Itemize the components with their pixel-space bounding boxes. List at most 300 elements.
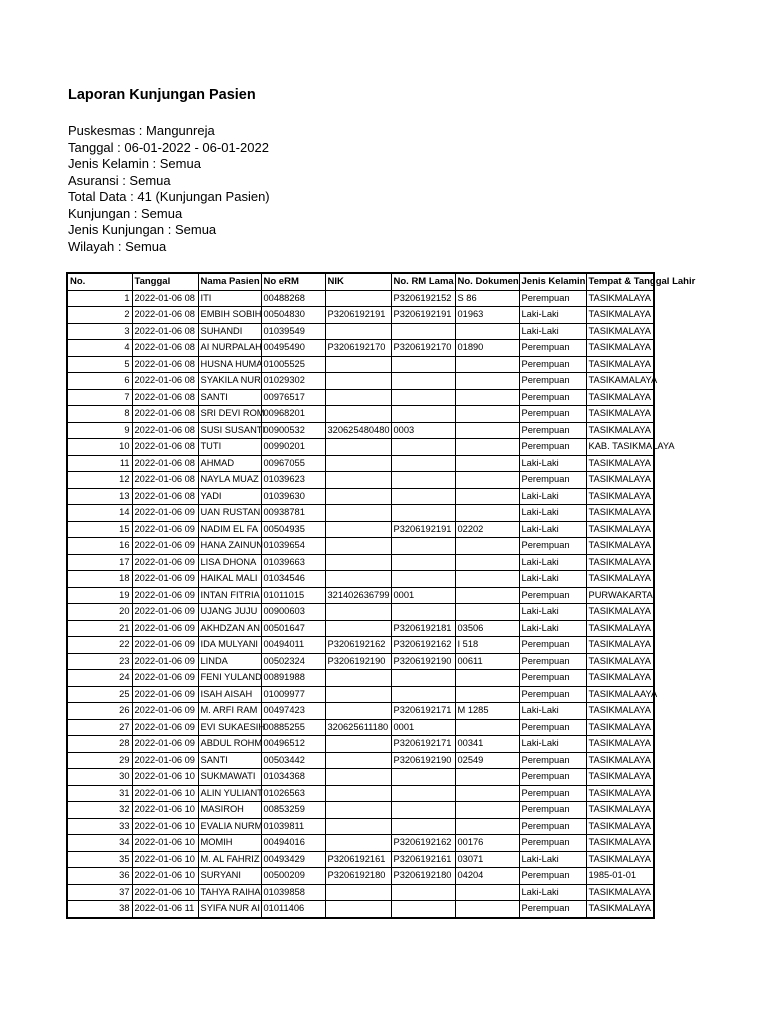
col-nik-cell: [325, 620, 391, 637]
col-no-cell: 16: [67, 538, 132, 555]
col-tanggal-cell: 2022-01-06 09: [132, 703, 198, 720]
col-no-dokumen-cell: 01963: [455, 307, 519, 324]
meta-jenis-kunjungan: Jenis Kunjungan : Semua: [68, 222, 217, 237]
col-jenis-kelamin-cell: Perempuan: [519, 719, 586, 736]
col-jenis-kelamin-cell: Perempuan: [519, 587, 586, 604]
col-no-dokumen-cell: [455, 719, 519, 736]
col-tempat-tanggal-lahir-cell: TASIKMALAYA: [586, 901, 654, 918]
col-no-dokumen-cell: M 1285: [455, 703, 519, 720]
col-no-erm-cell: 00501647: [261, 620, 325, 637]
col-tanggal-cell: 2022-01-06 08: [132, 307, 198, 324]
col-jenis-kelamin-header: Jenis Kelamin: [519, 273, 586, 290]
col-tempat-tanggal-lahir-cell: TASIKMALAYA: [586, 488, 654, 505]
col-no-cell: 32: [67, 802, 132, 819]
col-tempat-tanggal-lahir-cell: TASIKMALAYA: [586, 818, 654, 835]
col-nama-pasien-cell: ITI: [198, 290, 261, 307]
col-nama-pasien-cell: INTAN FITRIA: [198, 587, 261, 604]
col-jenis-kelamin-cell: Perempuan: [519, 752, 586, 769]
col-nama-pasien-cell: MOMIH: [198, 835, 261, 852]
table-row: [67, 439, 654, 456]
col-no-rm-lama-cell: 0003: [391, 422, 455, 439]
col-nik-cell: [325, 901, 391, 918]
col-jenis-kelamin-cell: Laki-Laki: [519, 703, 586, 720]
col-no-cell: 34: [67, 835, 132, 852]
col-no-cell: 15: [67, 521, 132, 538]
meta-wilayah: Wilayah : Semua: [68, 238, 167, 254]
col-jenis-kelamin-cell: Laki-Laki: [519, 620, 586, 637]
col-no-cell: 4: [67, 340, 132, 357]
table-row: [67, 835, 654, 852]
col-no-erm-cell: 01026563: [261, 785, 325, 802]
table-row: [67, 653, 654, 670]
table-row: [67, 422, 654, 439]
col-nama-pasien-cell: ISAH AISAH: [198, 686, 261, 703]
col-no-erm-cell: 01011015: [261, 587, 325, 604]
col-no-cell: 18: [67, 571, 132, 588]
col-no-rm-lama-cell: P3206192171: [391, 736, 455, 753]
col-no-dokumen-cell: [455, 422, 519, 439]
col-no-dokumen-cell: [455, 505, 519, 522]
col-tempat-tanggal-lahir-cell: TASIKMALAYA: [586, 851, 654, 868]
col-nama-pasien-cell: SRI DEVI ROM: [198, 406, 261, 423]
col-tempat-tanggal-lahir-cell: TASIKMALAYA: [586, 356, 654, 373]
col-tanggal-cell: 2022-01-06 08: [132, 340, 198, 357]
col-no-dokumen-cell: 00176: [455, 835, 519, 852]
col-no-dokumen-cell: [455, 389, 519, 406]
col-nik-cell: P3206192180: [325, 868, 391, 885]
col-tanggal-cell: 2022-01-06 11: [132, 901, 198, 918]
col-no-cell: 33: [67, 818, 132, 835]
col-nik-cell: 320625480480: [325, 422, 391, 439]
col-no-erm-cell: 01039858: [261, 884, 325, 901]
col-no-cell: 27: [67, 719, 132, 736]
col-jenis-kelamin-cell: Perempuan: [519, 389, 586, 406]
col-tanggal-cell: 2022-01-06 09: [132, 587, 198, 604]
col-no-dokumen-cell: [455, 686, 519, 703]
col-jenis-kelamin-cell: Laki-Laki: [519, 571, 586, 588]
col-tempat-tanggal-lahir-cell: TASIKMALAYA: [586, 323, 654, 340]
col-jenis-kelamin-cell: Perempuan: [519, 472, 586, 489]
table-row: [67, 637, 654, 654]
col-no-rm-lama-cell: P3206192162: [391, 637, 455, 654]
col-no-dokumen-cell: [455, 356, 519, 373]
col-no-rm-lama-cell: [391, 802, 455, 819]
col-no-rm-lama-cell: [391, 439, 455, 456]
col-tanggal-cell: 2022-01-06 10: [132, 818, 198, 835]
col-tanggal-cell: 2022-01-06 08: [132, 488, 198, 505]
col-no-erm-cell: 00502324: [261, 653, 325, 670]
col-jenis-kelamin-cell: Laki-Laki: [519, 307, 586, 324]
table-row: [67, 554, 654, 571]
col-tempat-tanggal-lahir-header: Tempat & Tanggal Lahir: [586, 273, 654, 290]
col-jenis-kelamin-cell: Perempuan: [519, 802, 586, 819]
report-meta: [68, 123, 270, 255]
col-jenis-kelamin-cell: Perempuan: [519, 422, 586, 439]
col-no-cell: 14: [67, 505, 132, 522]
col-no-erm-cell: 00900532: [261, 422, 325, 439]
col-tempat-tanggal-lahir-cell: TASIKMALAYA: [586, 505, 654, 522]
col-tanggal-cell: 2022-01-06 10: [132, 884, 198, 901]
col-no-dokumen-cell: [455, 439, 519, 456]
col-no-cell: 19: [67, 587, 132, 604]
col-no-dokumen-cell: 00341: [455, 736, 519, 753]
col-no-rm-lama-cell: 0001: [391, 587, 455, 604]
col-no-rm-lama-cell: [391, 686, 455, 703]
col-no-cell: 25: [67, 686, 132, 703]
col-nama-pasien-header: Nama Pasien: [198, 273, 261, 290]
col-nama-pasien-cell: EMBIH SOBIH: [198, 307, 261, 324]
col-no-erm-cell: 00496512: [261, 736, 325, 753]
col-nik-cell: 321402636799: [325, 587, 391, 604]
col-jenis-kelamin-cell: Laki-Laki: [519, 554, 586, 571]
col-jenis-kelamin-cell: Laki-Laki: [519, 488, 586, 505]
col-no-dokumen-cell: 02202: [455, 521, 519, 538]
col-no-cell: 28: [67, 736, 132, 753]
col-tanggal-cell: 2022-01-06 09: [132, 736, 198, 753]
col-no-erm-cell: 00885255: [261, 719, 325, 736]
meta-puskesmas: Puskesmas : Mangunreja: [68, 123, 215, 138]
table-row: [67, 587, 654, 604]
col-nik-cell: [325, 290, 391, 307]
col-no-dokumen-cell: [455, 604, 519, 621]
col-tanggal-cell: 2022-01-06 10: [132, 851, 198, 868]
col-tempat-tanggal-lahir-cell: TASIKMALAYA: [586, 290, 654, 307]
visit-table-container: [66, 272, 696, 919]
col-no-erm-cell: 01039654: [261, 538, 325, 555]
table-row: [67, 736, 654, 753]
table-row: [67, 703, 654, 720]
col-nik-cell: [325, 884, 391, 901]
col-jenis-kelamin-cell: Perempuan: [519, 538, 586, 555]
col-tanggal-cell: 2022-01-06 08: [132, 373, 198, 390]
col-tanggal-cell: 2022-01-06 10: [132, 835, 198, 852]
table-row: [67, 323, 654, 340]
col-tanggal-cell: 2022-01-06 09: [132, 538, 198, 555]
table-row: [67, 604, 654, 621]
col-no-erm-cell: 00494016: [261, 835, 325, 852]
col-no-rm-lama-cell: P3206192162: [391, 835, 455, 852]
col-tempat-tanggal-lahir-cell: TASIKMALAYA: [586, 802, 654, 819]
col-tempat-tanggal-lahir-cell: TASIKMALAYA: [586, 406, 654, 423]
col-no-dokumen-cell: S 86: [455, 290, 519, 307]
col-nama-pasien-cell: LISA DHONA: [198, 554, 261, 571]
col-tanggal-cell: 2022-01-06 08: [132, 290, 198, 307]
col-nik-cell: [325, 554, 391, 571]
col-no-erm-cell: 00494011: [261, 637, 325, 654]
col-nik-cell: P3206192161: [325, 851, 391, 868]
col-tempat-tanggal-lahir-cell: TASIKMALAYA: [586, 670, 654, 687]
col-no-erm-cell: 00488268: [261, 290, 325, 307]
col-nik-cell: [325, 802, 391, 819]
col-no-rm-lama-cell: [391, 901, 455, 918]
col-jenis-kelamin-cell: Perempuan: [519, 818, 586, 835]
col-no-rm-lama-cell: [391, 488, 455, 505]
col-tempat-tanggal-lahir-cell: TASIKMALAYA: [586, 422, 654, 439]
col-tempat-tanggal-lahir-cell: PURWAKARTA: [586, 587, 654, 604]
col-jenis-kelamin-cell: Perempuan: [519, 670, 586, 687]
col-nama-pasien-cell: IDA MULYANI: [198, 637, 261, 654]
col-no-dokumen-cell: [455, 406, 519, 423]
col-jenis-kelamin-cell: Laki-Laki: [519, 604, 586, 621]
col-no-rm-lama-cell: [391, 769, 455, 786]
col-no-erm-cell: 00503442: [261, 752, 325, 769]
col-jenis-kelamin-cell: Perempuan: [519, 356, 586, 373]
col-no-cell: 11: [67, 455, 132, 472]
col-nik-cell: [325, 736, 391, 753]
col-no-cell: 29: [67, 752, 132, 769]
col-no-cell: 38: [67, 901, 132, 918]
col-no-erm-cell: 01005525: [261, 356, 325, 373]
col-no-erm-cell: 00976517: [261, 389, 325, 406]
col-no-rm-lama-cell: [391, 356, 455, 373]
col-no-erm-cell: 00900603: [261, 604, 325, 621]
col-nik-cell: [325, 505, 391, 522]
col-tanggal-cell: 2022-01-06 10: [132, 769, 198, 786]
col-nik-cell: [325, 472, 391, 489]
col-no-erm-header: No eRM: [261, 273, 325, 290]
col-no-erm-cell: 01039663: [261, 554, 325, 571]
col-no-erm-cell: 00990201: [261, 439, 325, 456]
col-no-rm-lama-cell: P3206192191: [391, 521, 455, 538]
col-jenis-kelamin-cell: Laki-Laki: [519, 736, 586, 753]
col-nama-pasien-cell: HANA ZAINUN: [198, 538, 261, 555]
col-no-erm-cell: 01011406: [261, 901, 325, 918]
col-tempat-tanggal-lahir-cell: TASIKMALAYA: [586, 769, 654, 786]
col-no-dokumen-cell: [455, 488, 519, 505]
col-jenis-kelamin-cell: Perempuan: [519, 653, 586, 670]
col-no-cell: 2: [67, 307, 132, 324]
col-jenis-kelamin-cell: Perempuan: [519, 406, 586, 423]
col-nama-pasien-cell: ABDUL ROHM: [198, 736, 261, 753]
col-no-rm-lama-header: No. RM Lama: [391, 273, 455, 290]
col-nama-pasien-cell: M. AL FAHRIZ: [198, 851, 261, 868]
col-tempat-tanggal-lahir-cell: TASIKMALAYA: [586, 554, 654, 571]
col-jenis-kelamin-cell: Perempuan: [519, 340, 586, 357]
col-no-erm-cell: 00495490: [261, 340, 325, 357]
col-jenis-kelamin-cell: Perempuan: [519, 637, 586, 654]
table-row: [67, 818, 654, 835]
col-nik-header: NIK: [325, 273, 391, 290]
col-nama-pasien-cell: SYIFA NUR AI: [198, 901, 261, 918]
col-no-rm-lama-cell: [391, 670, 455, 687]
col-tanggal-cell: 2022-01-06 09: [132, 670, 198, 687]
col-no-dokumen-cell: [455, 472, 519, 489]
col-nama-pasien-cell: MASIROH: [198, 802, 261, 819]
col-nik-cell: P3206192162: [325, 637, 391, 654]
col-no-dokumen-cell: [455, 884, 519, 901]
col-no-erm-cell: 01034546: [261, 571, 325, 588]
col-jenis-kelamin-cell: Perempuan: [519, 686, 586, 703]
table-row: [67, 769, 654, 786]
col-jenis-kelamin-cell: Laki-Laki: [519, 323, 586, 340]
table-row: [67, 455, 654, 472]
table-row: [67, 505, 654, 522]
table-row: [67, 620, 654, 637]
col-tempat-tanggal-lahir-cell: TASIKMALAYA: [586, 455, 654, 472]
col-tempat-tanggal-lahir-cell: TASIKMALAYA: [586, 538, 654, 555]
col-no-erm-cell: 01029302: [261, 373, 325, 390]
col-nik-cell: [325, 356, 391, 373]
col-no-rm-lama-cell: [391, 818, 455, 835]
col-nik-cell: [325, 439, 391, 456]
col-nik-cell: [325, 389, 391, 406]
col-tanggal-cell: 2022-01-06 09: [132, 653, 198, 670]
meta-kunjungan: Kunjungan : Semua: [68, 205, 183, 221]
col-no-dokumen-cell: 04204: [455, 868, 519, 885]
col-nama-pasien-cell: AKHDZAN AN: [198, 620, 261, 637]
col-no-rm-lama-cell: [391, 785, 455, 802]
table-row: [67, 290, 654, 307]
col-no-erm-cell: 01039549: [261, 323, 325, 340]
col-tanggal-cell: 2022-01-06 09: [132, 620, 198, 637]
col-no-erm-cell: 01039811: [261, 818, 325, 835]
table-row: [67, 868, 654, 885]
col-tanggal-cell: 2022-01-06 10: [132, 802, 198, 819]
col-tanggal-cell: 2022-01-06 09: [132, 505, 198, 522]
col-tempat-tanggal-lahir-cell: 1985-01-01: [586, 868, 654, 885]
col-nik-cell: [325, 835, 391, 852]
table-row: [67, 488, 654, 505]
col-no-rm-lama-cell: [391, 323, 455, 340]
col-no-cell: 12: [67, 472, 132, 489]
col-no-cell: 10: [67, 439, 132, 456]
col-tempat-tanggal-lahir-cell: TASIKMALAYA: [586, 835, 654, 852]
col-no-cell: 35: [67, 851, 132, 868]
col-nama-pasien-cell: SYAKILA NUR: [198, 373, 261, 390]
col-nama-pasien-cell: LINDA: [198, 653, 261, 670]
col-no-dokumen-cell: [455, 554, 519, 571]
col-no-cell: 13: [67, 488, 132, 505]
col-tempat-tanggal-lahir-cell: TASIKMALAYA: [586, 785, 654, 802]
col-nik-cell: [325, 686, 391, 703]
col-nik-cell: [325, 670, 391, 687]
col-no-rm-lama-cell: [391, 505, 455, 522]
col-no-dokumen-cell: [455, 670, 519, 687]
col-no-rm-lama-cell: [391, 571, 455, 588]
table-row: [67, 884, 654, 901]
table-row: [67, 571, 654, 588]
col-no-dokumen-cell: [455, 802, 519, 819]
col-nik-cell: [325, 703, 391, 720]
col-jenis-kelamin-cell: Perempuan: [519, 439, 586, 456]
col-no-erm-cell: 01039623: [261, 472, 325, 489]
table-row: [67, 851, 654, 868]
col-no-cell: 31: [67, 785, 132, 802]
col-tanggal-cell: 2022-01-06 09: [132, 719, 198, 736]
col-tempat-tanggal-lahir-cell: TASIKMALAYA: [586, 604, 654, 621]
col-jenis-kelamin-cell: Laki-Laki: [519, 884, 586, 901]
col-nama-pasien-cell: HAIKAL MALI: [198, 571, 261, 588]
col-tempat-tanggal-lahir-cell: TASIKMALAYA: [586, 307, 654, 324]
col-nama-pasien-cell: NAYLA MUAZ: [198, 472, 261, 489]
col-tanggal-cell: 2022-01-06 08: [132, 323, 198, 340]
col-no-dokumen-cell: 03071: [455, 851, 519, 868]
col-jenis-kelamin-cell: Perempuan: [519, 373, 586, 390]
col-tempat-tanggal-lahir-cell: TASIKMALAYA: [586, 472, 654, 489]
col-no-rm-lama-cell: [391, 554, 455, 571]
col-no-erm-cell: 01009977: [261, 686, 325, 703]
col-no-cell: 5: [67, 356, 132, 373]
col-tanggal-header: Tanggal: [132, 273, 198, 290]
col-no-rm-lama-cell: [391, 455, 455, 472]
col-tanggal-cell: 2022-01-06 09: [132, 521, 198, 538]
col-no-erm-cell: 01039630: [261, 488, 325, 505]
col-no-rm-lama-cell: [391, 373, 455, 390]
col-jenis-kelamin-cell: Perempuan: [519, 835, 586, 852]
report-title: Laporan Kunjungan Pasien: [68, 87, 256, 103]
col-nama-pasien-cell: EVALIA NURM: [198, 818, 261, 835]
col-no-rm-lama-cell: [391, 604, 455, 621]
col-no-cell: 30: [67, 769, 132, 786]
col-no-cell: 1: [67, 290, 132, 307]
col-tanggal-cell: 2022-01-06 09: [132, 571, 198, 588]
col-no-dokumen-cell: 00611: [455, 653, 519, 670]
col-tempat-tanggal-lahir-cell: TASIKMALAYA: [586, 719, 654, 736]
col-no-cell: 6: [67, 373, 132, 390]
col-no-erm-cell: 00967055: [261, 455, 325, 472]
col-no-cell: 20: [67, 604, 132, 621]
col-no-dokumen-cell: [455, 323, 519, 340]
col-no-rm-lama-cell: P3206192161: [391, 851, 455, 868]
col-nama-pasien-cell: ALIN YULIANT: [198, 785, 261, 802]
col-tempat-tanggal-lahir-cell: TASIKMALAYA: [586, 389, 654, 406]
col-tempat-tanggal-lahir-cell: TASIKMALAYA: [586, 340, 654, 357]
col-tanggal-cell: 2022-01-06 08: [132, 406, 198, 423]
col-jenis-kelamin-cell: Perempuan: [519, 290, 586, 307]
table-row: [67, 670, 654, 687]
col-no-rm-lama-cell: P3206192190: [391, 752, 455, 769]
col-tempat-tanggal-lahir-cell: TASIKMALAYA: [586, 653, 654, 670]
col-no-rm-lama-cell: 0001: [391, 719, 455, 736]
col-nik-cell: [325, 406, 391, 423]
col-tempat-tanggal-lahir-cell: TASIKMALAYA: [586, 884, 654, 901]
col-no-rm-lama-cell: [391, 406, 455, 423]
table-row: [67, 406, 654, 423]
col-tanggal-cell: 2022-01-06 09: [132, 752, 198, 769]
table-row: [67, 340, 654, 357]
col-nik-cell: P3206192170: [325, 340, 391, 357]
col-no-dokumen-cell: [455, 455, 519, 472]
table-row: [67, 356, 654, 373]
col-nik-cell: [325, 373, 391, 390]
col-no-erm-cell: 00938781: [261, 505, 325, 522]
col-tanggal-cell: 2022-01-06 08: [132, 455, 198, 472]
col-tanggal-cell: 2022-01-06 08: [132, 389, 198, 406]
meta-asuransi: Asuransi : Semua: [68, 172, 171, 188]
col-tanggal-cell: 2022-01-06 09: [132, 637, 198, 654]
col-no-cell: 36: [67, 868, 132, 885]
col-no-rm-lama-cell: P3206192191: [391, 307, 455, 324]
col-nik-cell: [325, 752, 391, 769]
col-no-rm-lama-cell: [391, 389, 455, 406]
col-no-rm-lama-cell: [391, 538, 455, 555]
meta-jenis-kelamin: Jenis Kelamin : Semua: [68, 156, 201, 171]
col-no-rm-lama-cell: P3206192152: [391, 290, 455, 307]
col-nik-cell: P3206192190: [325, 653, 391, 670]
table-header-row: [67, 273, 654, 290]
col-nama-pasien-cell: SUHANDI: [198, 323, 261, 340]
col-no-erm-cell: 00853259: [261, 802, 325, 819]
col-no-dokumen-cell: [455, 818, 519, 835]
col-jenis-kelamin-cell: Laki-Laki: [519, 455, 586, 472]
col-tempat-tanggal-lahir-cell: KAB. TASIKMALAYA: [586, 439, 654, 456]
col-nik-cell: [325, 488, 391, 505]
col-tanggal-cell: 2022-01-06 08: [132, 356, 198, 373]
table-row: [67, 686, 654, 703]
col-jenis-kelamin-cell: Perempuan: [519, 785, 586, 802]
col-no-cell: 7: [67, 389, 132, 406]
col-no-rm-lama-cell: P3206192171: [391, 703, 455, 720]
